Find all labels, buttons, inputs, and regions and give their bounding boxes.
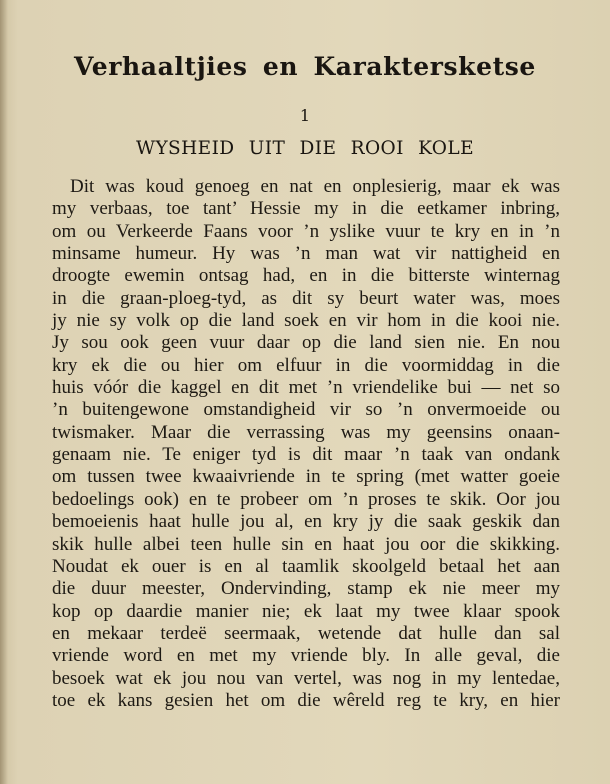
book-title: Verhaaltjies en Karaktersketse bbox=[74, 52, 536, 81]
text-line: Jy sou ook geen vuur daar op die land sien nie. En nou bbox=[52, 332, 560, 354]
text-line: huis vóór die kaggel en dit met ’n vriendelike bui — net so bbox=[52, 377, 560, 399]
text-line: in die graan-ploeg-tyd, as dit sy beurt water was, moes bbox=[52, 287, 560, 309]
text-line: besoek wat ek jou nou van vertel, was nog in my lentedae, bbox=[52, 667, 560, 689]
text-line: om ou Verkeerde Faans voor ’n yslike vuur te kry en in ’n bbox=[52, 220, 560, 242]
text-line: ’n buitengewone omstandigheid vir so ’n onvermoeide ou bbox=[52, 399, 560, 421]
chapter-number: 1 bbox=[299, 106, 311, 125]
text-line: my verbaas, toe tant’ Hessie my in die eetkamer inbring, bbox=[52, 198, 560, 220]
body-text bbox=[52, 176, 560, 712]
text-line: genaam nie. Te eniger tyd is dit maar ’n taak van ondank bbox=[52, 444, 560, 466]
text-line: bemoeienis haat hulle jou al, en kry jy die saak geskik dan bbox=[52, 511, 560, 533]
text-line: kry ek die ou hier om elfuur in die voormiddag in die bbox=[52, 354, 560, 376]
text-line: vriende word en met my vriende bly. In alle geval, die bbox=[52, 645, 560, 667]
text-line: twismaker. Maar die verrassing was my geensins onaan- bbox=[52, 421, 560, 443]
text-line: droogte ewemin ontsag had, en in die bitterste winternag bbox=[52, 265, 560, 287]
text-line: om tussen twee kwaaivriende in te spring (met watter goeie bbox=[52, 466, 560, 488]
text-line: skik hulle albei teen hulle sin en haat jou oor die skikking. bbox=[52, 533, 560, 555]
text-line: die duur meester, Ondervinding, stamp ek nie meer my bbox=[52, 578, 560, 600]
chapter-title: WYSHEID UIT DIE ROOI KOLE bbox=[136, 138, 474, 159]
text-line: bedoelings ook) en te probeer om ’n proses te skik. Oor jou bbox=[52, 488, 560, 510]
text-line: kop op daardie manier nie; ek laat my twee klaar spook bbox=[52, 600, 560, 622]
text-line: Noudat ek ouer is en al taamlik skoolgeld betaal het aan bbox=[52, 555, 560, 577]
text-line: toe ek kans gesien het om die wêreld reg te kry, en hier bbox=[52, 689, 560, 711]
text-line: Dit was koud genoeg en nat en onplesierig, maar ek was bbox=[70, 176, 560, 197]
text-line: en mekaar terdeë seermaak, wetende dat hulle dan sal bbox=[52, 622, 560, 644]
text-line: minsame humeur. Hy was ’n man wat vir nattigheid en bbox=[52, 243, 560, 265]
text-line: jy nie sy volk op die land soek en vir hom in die kooi nie. bbox=[52, 310, 560, 332]
